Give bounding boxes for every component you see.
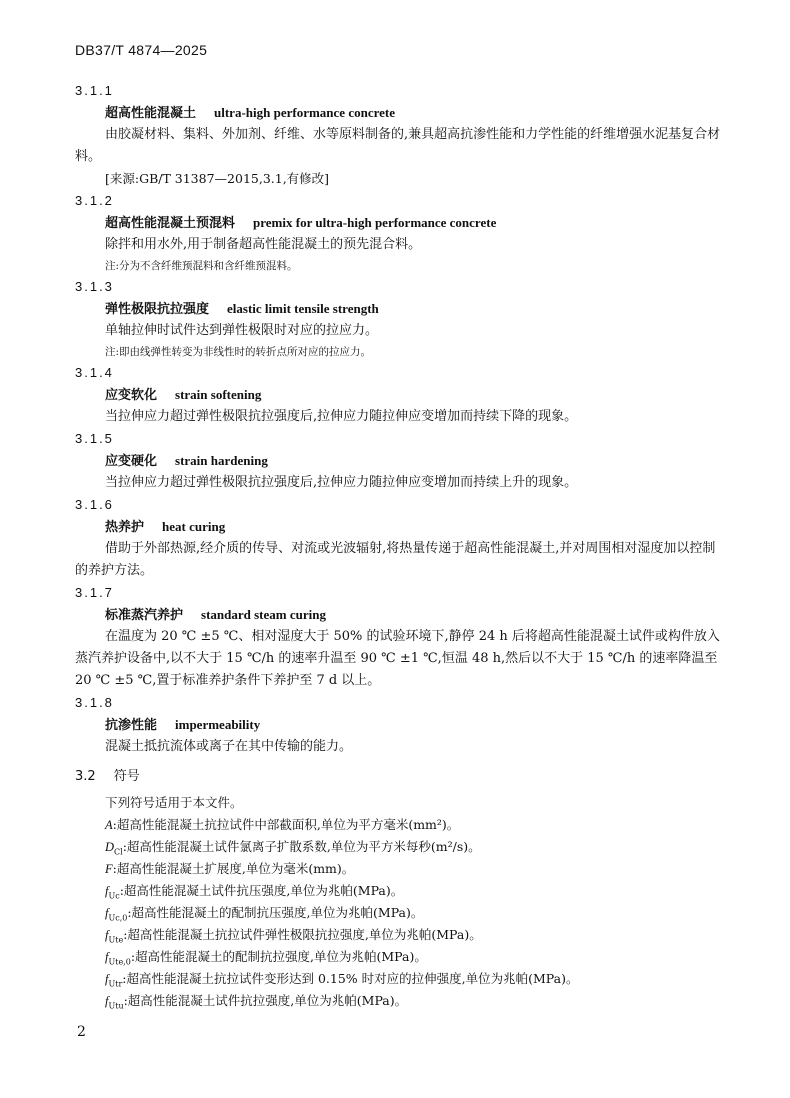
- symbol-letter: D: [105, 840, 115, 854]
- symbol-description: :超高性能混凝土试件抗拉强度,单位为兆帕(MPa)。: [123, 993, 408, 1008]
- symbol-description: :超高性能混凝土扩展度,单位为毫米(mm)。: [112, 861, 355, 876]
- symbol-letter: f: [105, 994, 109, 1008]
- term-en: elastic limit tensile strength: [227, 301, 379, 316]
- symbol-subscript: Uc: [108, 891, 120, 901]
- page-body: [75, 80, 725, 1012]
- term-entry: [75, 428, 725, 494]
- symbol-description: :超高性能混凝土的配制抗拉强度,单位为兆帕(MPa)。: [130, 949, 427, 964]
- term-en: standard steam curing: [201, 607, 326, 622]
- symbol-item: [75, 924, 725, 946]
- term-zh: 超高性能混凝土预混料: [105, 216, 236, 231]
- symbol-subscript: Uc,0: [108, 913, 128, 923]
- term-definition: 当拉伸应力超过弹性极限抗拉强度后,拉伸应力随拉伸应变增加而持续下降的现象。: [105, 409, 578, 424]
- symbol-letter: f: [105, 906, 109, 920]
- term-zh: 应变硬化: [105, 454, 158, 469]
- term-zh: 应变软化: [105, 388, 158, 403]
- symbol-description: :超高性能混凝土抗拉试件变形达到 0.15% 时对应的拉伸强度,单位为兆帕(MPa)。: [122, 971, 579, 986]
- symbol-item: [75, 902, 725, 924]
- term-title: [75, 604, 725, 626]
- clause-number: 3.1.7: [75, 585, 114, 600]
- term-zh: 超高性能混凝土: [105, 106, 197, 121]
- symbol-letter: f: [105, 972, 109, 986]
- symbol-description: :超高性能混凝土试件抗压强度,单位为兆帕(MPa)。: [119, 883, 404, 898]
- symbol-letter: f: [105, 884, 109, 898]
- term-zh: 热养护: [105, 520, 145, 535]
- symbol-description: :超高性能混凝土抗拉试件弹性极限抗拉强度,单位为兆帕(MPa)。: [123, 927, 482, 942]
- symbol-description: :超高性能混凝土的配制抗压强度,单位为兆帕(MPa)。: [127, 905, 424, 920]
- symbol-subscript: Utu: [108, 1001, 124, 1011]
- clause-number: 3.1.3: [75, 279, 114, 294]
- term-definition: 混凝土抵抗流体或离子在其中传输的能力。: [105, 739, 353, 754]
- term-definition: 在温度为 20 ℃ ±5 ℃、相对湿度大于 50% 的试验环境下,静停 24 h 后将超高性能混凝土试件或构件放入蒸汽养护设备中,以不大于 15 ℃/h 的速率升温至 90 ℃ ±1 ℃,恒温 48 h,然后以不大于 15 ℃/h 的速率降温至 20 ℃ ±5 ℃,置于标准养护条件下养护至 7 d 以上。: [75, 629, 720, 688]
- term-definition: 当拉伸应力超过弹性极限抗拉强度后,拉伸应力随拉伸应变增加而持续上升的现象。: [105, 475, 578, 490]
- symbol-item: [75, 968, 725, 990]
- term-zh: 弹性极限抗拉强度: [105, 302, 210, 317]
- term-definition: 单轴拉伸时试件达到弹性极限时对应的拉应力。: [105, 323, 379, 338]
- symbol-item: [75, 858, 725, 880]
- term-definition: 除拌和用水外,用于制备超高性能混凝土的预先混合料。: [105, 237, 422, 252]
- symbol-item: [75, 990, 725, 1012]
- clause-number: 3.1.6: [75, 497, 114, 512]
- term-en: heat curing: [162, 519, 226, 534]
- term-definition: 借助于外部热源,经介质的传导、对流或光波辐射,将热量传递于超高性能混凝土,并对周围相对湿度加以控制的养护方法。: [75, 541, 716, 578]
- section-heading: [75, 762, 725, 792]
- term-en: strain softening: [175, 387, 262, 402]
- clause-number: 3.1.5: [75, 431, 114, 446]
- symbol-item: [75, 814, 725, 836]
- document-code: DB37/T 4874—2025: [75, 42, 208, 58]
- term-en: premix for ultra-high performance concrete: [253, 215, 497, 230]
- section-title: 符号: [113, 769, 140, 784]
- term-note: 注:即由线弹性转变为非线性时的转折点所对应的拉应力。: [105, 346, 372, 358]
- symbols-intro: 下列符号适用于本文件。: [105, 795, 243, 810]
- symbol-subscript: Cl: [114, 847, 123, 857]
- clause-number: 3.1.4: [75, 365, 114, 380]
- clause-number: 3.1.1: [75, 83, 114, 98]
- term-source: [来源:GB/T 31387—2015,3.1,有修改]: [105, 171, 330, 186]
- term-en: ultra-high performance concrete: [214, 105, 395, 120]
- clause-number: 3.1.8: [75, 695, 114, 710]
- term-entry: [75, 692, 725, 758]
- term-title: [75, 212, 725, 234]
- term-entry: [75, 80, 725, 190]
- symbol-subscript: Utr: [108, 979, 123, 989]
- term-title: [75, 714, 725, 736]
- term-entry: [75, 362, 725, 428]
- clause-number: 3.1.2: [75, 193, 114, 208]
- term-title: [75, 384, 725, 406]
- term-zh: 标准蒸汽养护: [105, 608, 184, 623]
- term-entry: [75, 582, 725, 692]
- term-entry: [75, 494, 725, 582]
- symbol-item: [75, 880, 725, 902]
- symbol-item: [75, 946, 725, 968]
- section-number: 3.2: [75, 769, 96, 784]
- symbol-letter: f: [105, 950, 109, 964]
- term-title: [75, 450, 725, 472]
- term-definition: 由胶凝材料、集料、外加剂、纤维、水等原料制备的,兼具超高抗渗性能和力学性能的纤维增强水泥基复合材料。: [75, 127, 721, 164]
- symbol-subscript: Ute,0: [108, 957, 131, 967]
- term-title: [75, 298, 725, 320]
- term-title: [75, 516, 725, 538]
- symbol-letter: A: [105, 818, 113, 832]
- symbol-letter: f: [105, 928, 109, 942]
- symbol-description: :超高性能混凝土抗拉试件中部截面积,单位为平方毫米(mm²)。: [112, 817, 460, 832]
- term-entry: [75, 276, 725, 362]
- term-zh: 抗渗性能: [105, 718, 158, 733]
- term-entry: [75, 190, 725, 276]
- page-number: 2: [77, 1024, 86, 1040]
- term-en: strain hardening: [175, 453, 268, 468]
- symbol-description: :超高性能混凝土试件氯离子扩散系数,单位为平方米每秒(m²/s)。: [122, 839, 481, 854]
- symbol-subscript: Ute: [108, 935, 124, 945]
- term-en: impermeability: [175, 717, 261, 732]
- symbol-item: [75, 836, 725, 858]
- term-note: 注:分为不含纤维预混料和含纤维预混料。: [105, 260, 298, 272]
- symbol-letter: F: [105, 862, 113, 876]
- term-title: [75, 102, 725, 124]
